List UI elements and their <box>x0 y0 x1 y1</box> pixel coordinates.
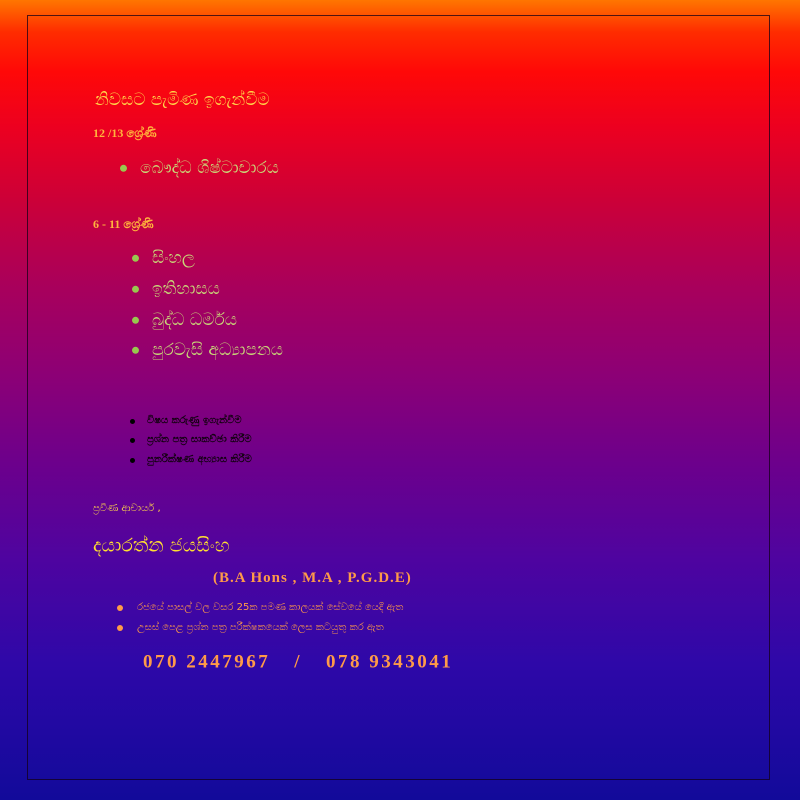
subject-label: බුද්ධ ධර්මය <box>152 309 238 330</box>
contact-phones <box>143 652 453 675</box>
bullet-dot-icon <box>132 285 139 292</box>
bullet-dot-icon <box>130 419 135 424</box>
bullet-dot-icon <box>130 438 135 443</box>
subject-label: බෞද්ධ ශිෂ්ටාචාරය <box>140 157 279 178</box>
grade-label-junior: 6 - 11 ශ්‍රේණි <box>93 216 154 231</box>
bullet-dot-icon <box>120 164 127 171</box>
service-label: ප්‍රශ්න පත්‍ර සාකච්ඡා කිරීම <box>147 434 252 445</box>
subject-item <box>132 248 195 268</box>
subject-label: ඉතිහාසය <box>152 278 220 299</box>
experience-label: උසස් පෙළ ප්‍රශ්න පත්‍ර පරීක්ෂකයෙක් ලෙස කටයුතු කර ඇත <box>137 622 384 633</box>
experience-item <box>117 602 403 614</box>
bullet-dot-icon <box>130 458 135 463</box>
service-item <box>130 434 252 446</box>
subject-item <box>120 158 279 178</box>
subject-label: පුරවැසි අධ්‍යාපනය <box>152 339 284 360</box>
subject-item <box>132 310 237 330</box>
bullet-dot-icon <box>132 254 139 261</box>
bullet-dot-icon <box>117 625 123 631</box>
service-item <box>130 454 252 466</box>
teacher-prefix: ප්‍රවීණ ආචාර්ය , <box>93 503 161 514</box>
teacher-qualifications: (B.A Hons , M.A , P.G.D.E) <box>213 570 412 586</box>
service-label: පුනරීක්ෂණ අභ්‍යාස කිරීම <box>147 454 252 465</box>
grade-label-advanced: 12 /13 ශ්‍රේණි <box>93 125 157 140</box>
experience-label: රජයේ පාසල් වල වසර 25ක පමණ කාලයක් සේවයේ යෙදී ඇත <box>137 602 404 613</box>
bullet-dot-icon <box>132 346 139 353</box>
subject-item <box>132 279 220 299</box>
experience-item <box>117 622 384 634</box>
poster-title: නිවසට පැමිණ ඉගැන්වීම <box>95 89 270 110</box>
bullet-dot-icon <box>117 605 123 611</box>
phone-number-2: 078 9343041 <box>326 651 454 673</box>
teacher-name: දයාරත්න ජයසිංහ <box>93 534 230 557</box>
phone-separator: / <box>294 651 303 673</box>
service-label: විෂය කරුණු ඉගැන්වීම <box>147 415 242 426</box>
subject-label: සිංහල <box>152 247 195 268</box>
bullet-dot-icon <box>132 316 139 323</box>
subject-item <box>132 340 283 360</box>
phone-number-1: 070 2447967 <box>143 651 271 673</box>
service-item <box>130 415 242 427</box>
